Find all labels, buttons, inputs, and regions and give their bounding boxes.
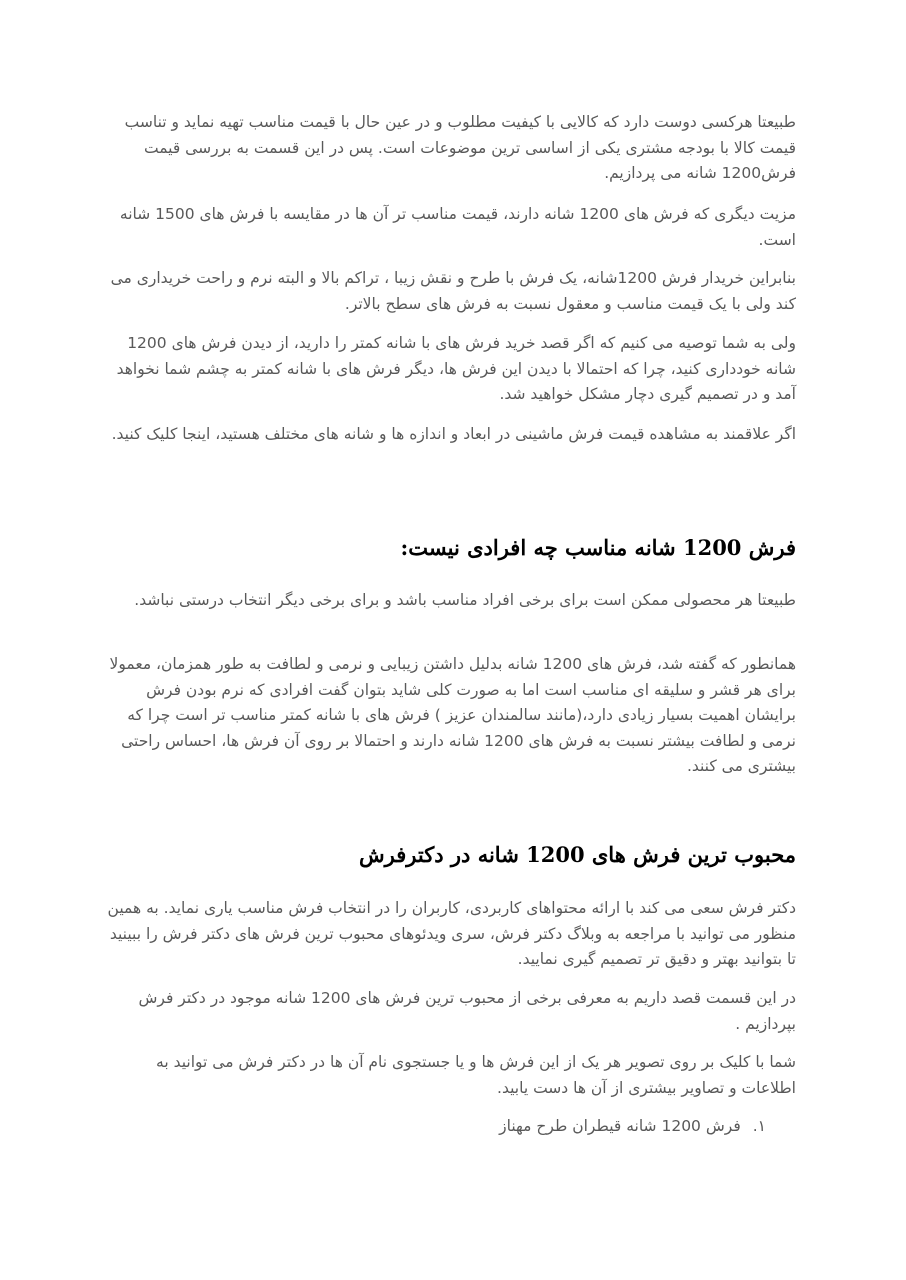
section-1-paragraph-1 (106, 588, 796, 614)
intro-paragraph-3 (106, 266, 796, 317)
list-item-number: ۱. (752, 1117, 766, 1135)
paragraph-text: طبیعتا هر محصولی ممکن است برای برخی افراد مناسب باشد و برای برخی دیگر انتخاب درستی نباشد. (134, 591, 796, 609)
intro-paragraph-5 (106, 422, 796, 448)
intro-paragraph-4 (106, 331, 796, 408)
paragraph-text: در این قسمت قصد داریم به معرفی برخی از محبوب ترین فرش های 1200 شانه موجود در دکتر فرش بپردازیم . (138, 989, 796, 1033)
paragraph-text: طبیعتا هرکسی دوست دارد که کالایی با کیفیت مطلوب و در عین حال با قیمت مناسب تهیه نماید و تناسب قیمت کالا با بودجه مشتری یکی از اساسی ترین موضوعات است. پس در این قسمت به بررسی قیمت فرش1200 شانه می پردازیم. (124, 113, 796, 182)
section-heading: محبوب ترین فرش های 1200 شانه در دکترفرش (359, 842, 796, 867)
intro-paragraph-2 (106, 202, 796, 253)
section-1-paragraph-2 (106, 652, 796, 780)
section-2-heading-block (106, 840, 796, 870)
paragraph-text: دکتر فرش سعی می کند با ارائه محتواهای کاربردی، کاربران را در انتخاب فرش مناسب یاری نماید. به همین منظور می توانید با مراجعه به وبلاگ دکتر فرش، سری ویدئوهای محبوب ترین فرش های دکتر فرش را ببینید تا بتوانید بهتر و دقیق تر تصمیم گیری نمایید. (107, 899, 796, 968)
section-heading: فرش 1200 شانه مناسب چه افرادی نیست: (400, 535, 796, 560)
section-2-paragraph-2 (106, 986, 796, 1037)
paragraph-text: همانطور که گفته شد، فرش های 1200 شانه بدلیل داشتن زیبایی و نرمی و لطافت به طور همزمان، معمولا برای هر قشر و سلیقه ای مناسب است اما به صورت کلی شاید بتوان گفت افرادی که نرم بودن فرش برایشان اهمیت بسیار زیادی دارد،(مانند سالمندان عزیز ) فرش های با شانه کمتر مناسب تر است چرا که نرمی و لطافت بیشتر نسبت به فرش های 1200 شانه دارند و احتمالا بر روی آن فرش ها، احساس راحتی بیشتری می کنند. (109, 655, 796, 775)
list-item-text: فرش 1200 شانه قیطران طرح مهناز (499, 1117, 741, 1135)
section-1-heading-block (106, 533, 796, 563)
paragraph-text: شما با کلیک بر روی تصویر هر یک از این فرش ها و یا جستجوی نام آن ها در دکتر فرش می توانید به اطلاعات و تصاویر بیشتری از آن ها دست یابید. (156, 1053, 796, 1097)
paragraph-text: مزیت دیگری که فرش های 1200 شانه دارند، قیمت مناسب تر آن ها در مقایسه با فرش های 1500 شانه است. (119, 205, 796, 249)
section-2-paragraph-3 (106, 1050, 796, 1101)
section-2-paragraph-1 (106, 896, 796, 973)
paragraph-text: بنابراین خریدار فرش 1200شانه، یک فرش با طرح و نقش زیبا ، تراکم بالا و البته نرم و راحت خریداری می کند ولی با یک قیمت مناسب و معقول نسبت به فرش های سطح بالاتر. (110, 269, 796, 313)
paragraph-text[interactable]: اگر علاقمند به مشاهده قیمت فرش ماشینی در ابعاد و اندازه ها و شانه های مختلف هستید، اینجا کلیک کنید. (111, 425, 796, 443)
intro-paragraph-1 (106, 110, 796, 187)
list-item[interactable] (106, 1114, 766, 1140)
numbered-list (106, 1114, 766, 1140)
paragraph-text: ولی به شما توصیه می کنیم که اگر قصد خرید فرش های با شانه کمتر را دارید، از دیدن فرش های 1200 شانه خودداری کنید، چرا که احتمالا با دیدن این فرش ها، دیگر فرش های با شانه کمتر به چشم شما نخواهد آمد و در تصمیم گیری دچار مشکل خواهید شد. (116, 334, 796, 403)
